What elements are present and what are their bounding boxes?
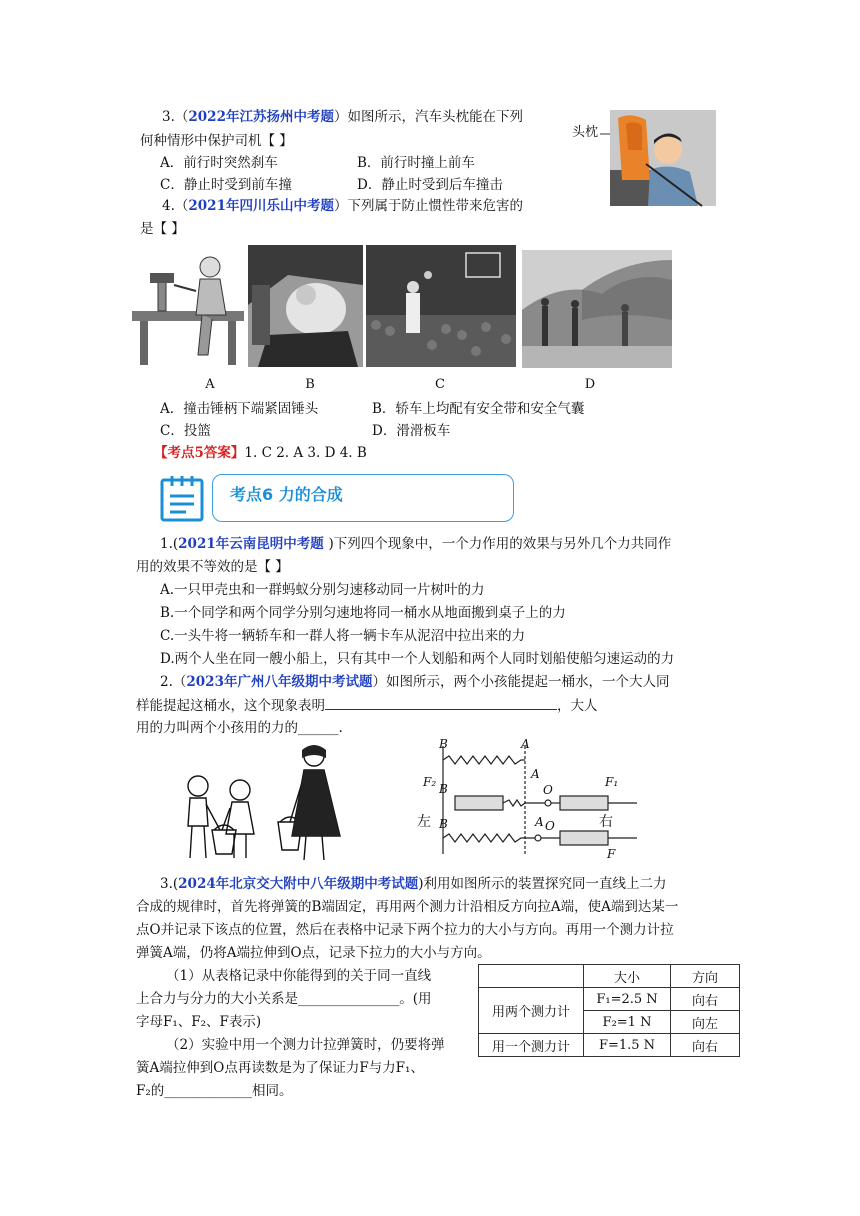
section-title: 考点6 力的合成 — [230, 485, 343, 504]
q1-option-c: C.一头牛将一辆轿车和一群人将一辆卡车从泥沼中拉出来的力 — [160, 628, 526, 644]
q3-option-b: B．前行时撞上前车 — [357, 155, 475, 171]
bucket-figure — [170, 742, 360, 864]
q3b-source: 2024年北京交大附中八年级期中考试题 — [178, 876, 419, 892]
q4-option-b: B．轿车上均配有安全带和安全气囊 — [372, 401, 585, 417]
image-basketball — [366, 245, 516, 367]
caption-d: D — [584, 377, 596, 392]
table-cell: F₂=1 N — [584, 1011, 671, 1034]
answers-label: 【考点5答案】 — [154, 445, 245, 461]
table-cell-empty — [479, 965, 584, 988]
spring-figure — [415, 738, 645, 862]
q3-option-a: A．前行时突然刹车 — [160, 155, 278, 171]
q2-line3: 用的力叫两个小孩用的力的______. — [136, 720, 343, 736]
q1-option-b: B.一个同学和两个同学分别匀速地将同一桶水从地面搬到桌子上的力 — [160, 605, 566, 621]
q4-line1: 4.（2021年四川乐山中考题）下列属于防止惯性带来危害的 — [162, 198, 523, 214]
q1-line1: 1.(2021年云南昆明中考题 )下列四个现象中，一个力作用的效果与另外几个力共同作 — [160, 536, 672, 552]
q4-option-c: C．投篮 — [160, 423, 211, 439]
q3b-sub1-line3: 字母F₁、F₂、F表示) — [136, 1014, 262, 1030]
q1-line2: 用的效果不等效的是【 】 — [136, 559, 289, 575]
table-row — [479, 965, 740, 988]
table-cell: F₁=2.5 N — [584, 988, 671, 1011]
q3-line2: 何种情形中保护司机【 】 — [140, 133, 293, 149]
q4-option-a: A．撞击锤柄下端紧固锤头 — [160, 401, 319, 417]
q1-source: 2021年云南昆明中考题 — [178, 536, 329, 552]
q4-line2: 是【 】 — [140, 221, 185, 237]
q4-option-d: D．滑滑板车 — [372, 423, 451, 439]
q3b-sub1-line1: （1）从表格记录中你能得到的关于同一直线 — [166, 968, 432, 984]
force-table — [478, 964, 740, 1057]
q3b-line1: 3.(2024年北京交大附中八年级期中考试题)利用如图所示的装置探究同一直线上二力 — [160, 876, 667, 892]
image-hammer — [130, 245, 248, 367]
image-skateboard — [522, 250, 672, 368]
q3-line1: 3.（2022年江苏扬州中考题）如图所示，汽车头枕能在下列 — [162, 109, 523, 125]
q2-blank[interactable] — [325, 695, 557, 710]
notepad-icon — [160, 474, 204, 522]
label-a-mid: A — [531, 767, 540, 781]
image-airbag — [248, 245, 363, 367]
q2-line1: 2.（2023年广州八年级期中考试题）如图所示，两个小孩能提起一桶水，一个大人同 — [160, 674, 670, 690]
q3b-line2: 合成的规律时，首先将弹簧的B端固定，再用两个测力计沿相反方向拉A端，使A端到达某一 — [136, 899, 679, 915]
q1-option-d: D.两个人坐在同一艘小船上，只有其中一个人划船和两个人同时划船使船匀速运动的力 — [160, 651, 675, 667]
label-b-mid: B — [439, 782, 448, 796]
table-cell: 向右 — [671, 988, 740, 1011]
answers-text: 1. C 2. A 3. D 4. B — [244, 445, 367, 461]
q3b-line4: 弹簧A端，仍将A端拉伸到O点，记录下拉力的大小与方向。 — [136, 945, 491, 961]
answers-line — [154, 443, 367, 463]
caption-c: C — [435, 377, 445, 392]
q4-source: 2021年四川乐山中考题 — [188, 198, 334, 214]
q1-option-a: A.一只甲壳虫和一群蚂蚁分别匀速移动同一片树叶的力 — [160, 582, 485, 598]
table-header-size: 大小 — [584, 965, 671, 988]
label-left: 左 — [417, 814, 431, 830]
table-row — [479, 1034, 740, 1057]
label-o-bot: O — [545, 819, 555, 833]
caption-a: A — [205, 377, 215, 392]
q3-source: 2022年江苏扬州中考题 — [188, 109, 334, 125]
label-f1: F₁ — [605, 775, 619, 789]
label-o-mid: O — [543, 783, 553, 797]
label-right: 右 — [599, 814, 613, 830]
label-f2: F₂ — [423, 775, 437, 789]
headrest-label: 头枕 — [572, 125, 599, 140]
table-row-label-two: 用两个测力计 — [479, 988, 584, 1034]
q2-source: 2023年广州八年级期中考试题 — [186, 674, 373, 690]
table-cell: F=1.5 N — [584, 1034, 671, 1057]
q3b-sub2-line2: 簧A端拉伸到O点再读数是为了保证力F与力F₁、 — [136, 1060, 424, 1076]
label-b-bot: B — [439, 817, 448, 831]
table-row-label-one: 用一个测力计 — [479, 1034, 584, 1057]
label-a-top: A — [521, 738, 530, 751]
q3-option-d: D．静止时受到后车撞击 — [357, 177, 503, 193]
headrest-figure — [570, 110, 718, 208]
label-f: F — [607, 847, 616, 861]
table-row — [479, 988, 740, 1011]
table-cell: 向左 — [671, 1011, 740, 1034]
q3b-line3: 点O并记录下该点的位置，然后在表格中记录下两个拉力的大小与方向。再用一个测力计拉 — [136, 922, 674, 938]
label-b-top: B — [439, 738, 448, 751]
q2-line2: 样能提起这桶水，这个现象表明 ，大人 — [136, 695, 598, 716]
label-a-bot: A — [535, 815, 544, 829]
q3b-sub2-line1: （2）实验中用一个测力计拉弹簧时，仍要将弹 — [166, 1037, 445, 1053]
q3-option-c: C．静止时受到前车撞 — [160, 177, 292, 193]
q3b-sub2-line3: F₂的_____________相同。 — [136, 1083, 293, 1099]
caption-b: B — [305, 377, 315, 392]
q3b-sub1-line2: 上合力与分力的大小关系是_______________。(用 — [136, 991, 432, 1007]
table-cell: 向右 — [671, 1034, 740, 1057]
table-header-direction: 方向 — [671, 965, 740, 988]
